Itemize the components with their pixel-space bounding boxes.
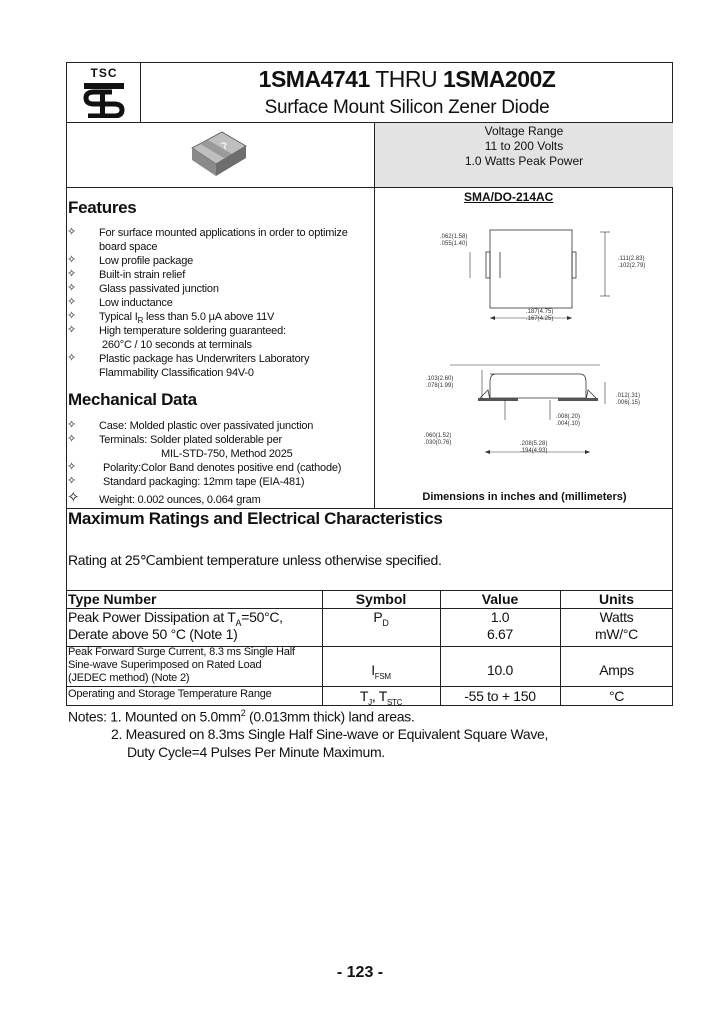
mechanical-item: Case: Molded plastic over passivated junction <box>99 420 314 432</box>
dim-label: .208(5.28) <box>520 441 548 447</box>
table-row-param: Peak Forward Surge Current, 8.3 ms Single Half <box>68 646 295 658</box>
dim-label: .111(2.83) <box>618 256 645 262</box>
note-2: 2. Measured on 8.3ms Single Half Sine-wave or Equivalent Square Wave, <box>111 726 549 742</box>
dim-label: .167(4.25) <box>526 316 554 322</box>
dim-label: .187(4.75) <box>526 309 554 315</box>
mechanical-item: Polarity:Color Band denotes positive end (cathode) <box>103 462 342 474</box>
feature-item: Low inductance <box>99 297 173 309</box>
diamond-bullet-icon: ✧ <box>67 310 77 322</box>
divider <box>66 686 673 687</box>
dim-label: .012(.31) <box>616 393 641 399</box>
page-number: - 123 - <box>336 964 384 981</box>
table-row-value: 1.0 <box>490 609 510 625</box>
table-row-symbol: $T_J$, $T_{STC}$ <box>359 688 403 707</box>
diamond-bullet-icon: ✧ <box>67 324 77 336</box>
feature-item: Low profile package <box>99 255 194 267</box>
mechanical-item: Standard packaging: 12mm tape (EIA-481) <box>103 476 305 488</box>
feature-item-typical: Typical $I_R$ less than 5.0 μA above 11V <box>99 311 275 326</box>
feature-item: For surface mounted applications in order to optimize <box>99 227 348 239</box>
voltage-range-value: 11 to 200 Volts <box>484 139 564 153</box>
feature-item: 260°C / 10 seconds at terminals <box>102 339 252 351</box>
mechanical-item: Terminals: Solder plated solderable per <box>99 434 282 446</box>
dim-label: .030(0.76) <box>424 440 452 446</box>
diamond-bullet-icon: ✧ <box>67 296 77 308</box>
table-row-param: Peak Power Dissipation at $T_A=50^\circ C$, <box>68 609 283 628</box>
voltage-range-label: Voltage Range <box>484 124 564 138</box>
table-row-unit: Amps <box>599 662 634 678</box>
mechanical-heading: Mechanical Data <box>68 390 197 409</box>
table-row-value: 6.67 <box>486 626 514 642</box>
diamond-bullet-icon: ✧ <box>67 433 77 445</box>
dim-label: .006(.15) <box>616 400 641 406</box>
package-top-view <box>430 212 620 330</box>
dim-label: .194(4.93) <box>520 448 548 454</box>
table-row-symbol: $I_{FSM}$ <box>371 662 391 681</box>
dim-label: .102(2.79) <box>618 263 646 269</box>
column-header-symbol: Symbol <box>355 591 407 607</box>
tsc-logo-icon <box>82 82 126 118</box>
features-heading: Features <box>68 198 137 217</box>
feature-item: Flammability Classification 94V-0 <box>99 367 254 379</box>
table-row-unit: Watts <box>599 609 634 625</box>
feature-item: Built-in strain relief <box>99 269 186 281</box>
table-row-param: Operating and Storage Temperature Range <box>68 688 272 700</box>
note-2-continued: Duty Cycle=4 Pulses Per Minute Maximum. <box>127 744 385 760</box>
feature-item: board space <box>99 241 158 253</box>
table-row-param: Sine-wave Superimposed on Rated Load <box>68 659 262 671</box>
mechanical-item: Weight: 0.002 ounces, 0.064 gram <box>99 494 261 506</box>
table-row-value: 10.0 <box>486 662 514 678</box>
divider <box>66 187 673 188</box>
dim-label: .004(.10) <box>556 421 581 427</box>
diamond-bullet-icon: ✧ <box>67 352 77 364</box>
mechanical-item: MIL-STD-750, Method 2025 <box>161 448 293 460</box>
page-subtitle: Surface Mount Silicon Zener Diode <box>264 97 550 118</box>
dim-label: .008(.20) <box>556 414 581 420</box>
diamond-bullet-icon: ✧ <box>67 282 77 294</box>
dimensions-caption: Dimensions in inches and (millimeters) <box>422 491 627 503</box>
page-title: 1SMA4741 THRU 1SMA200Z <box>258 66 556 92</box>
diamond-bullet-icon: ✧ <box>67 268 77 280</box>
dim-label: .055(1.40) <box>440 241 468 247</box>
diamond-bullet-icon: ✧ <box>67 489 80 506</box>
table-row-param: (JEDEC method) (Note 2) <box>68 672 190 684</box>
feature-item: Plastic package has Underwriters Laboratory <box>99 353 310 365</box>
table-row-unit: °C <box>608 688 625 704</box>
dim-label: .078(1.99) <box>426 383 454 389</box>
diamond-bullet-icon: ✧ <box>67 419 77 431</box>
column-header-type: Type Number <box>68 591 157 607</box>
feature-item: Glass passivated junction <box>99 283 219 295</box>
diamond-bullet-icon: ✧ <box>67 461 77 473</box>
note-1: Notes: 1. Mounted on $5.0mm^2$ (0.013mm thick) land areas. <box>68 708 415 725</box>
ratings-heading: Maximum Ratings and Electrical Characteristics <box>68 509 443 528</box>
logo-text: TSC <box>90 66 118 80</box>
feature-item: High temperature soldering guaranteed: <box>99 325 286 337</box>
diamond-bullet-icon: ✧ <box>67 475 77 487</box>
diamond-bullet-icon: ✧ <box>67 254 77 266</box>
peak-power: 1.0 Watts Peak Power <box>464 154 584 168</box>
table-row-symbol: $P_D$ <box>373 609 389 628</box>
dim-label: .060(1.52) <box>424 433 452 439</box>
dim-label: .062(1.58) <box>440 234 468 240</box>
diode-package-image <box>188 128 250 180</box>
table-row-value: -55 to + 150 <box>464 688 536 704</box>
rating-note: Rating at 25℃ambient temperature unless otherwise specified. <box>68 552 442 568</box>
table-row-param: Derate above 50 °C (Note 1) <box>68 626 238 642</box>
column-header-units: Units <box>599 591 634 607</box>
table-row-unit: mW/°C <box>595 626 638 642</box>
column-header-value: Value <box>481 591 519 607</box>
dim-label: .103(2.60) <box>426 376 454 382</box>
diamond-bullet-icon: ✧ <box>67 226 77 238</box>
package-name: SMA/DO-214AC <box>464 190 554 204</box>
